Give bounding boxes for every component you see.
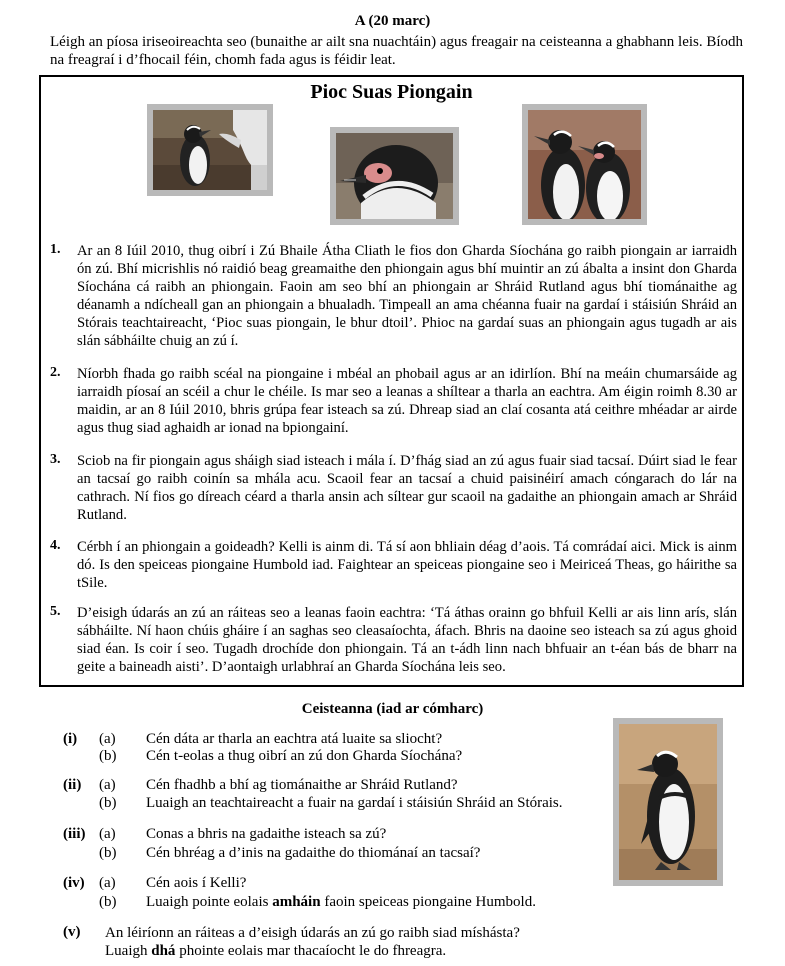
photo-standing-penguin [613,718,723,886]
question-letter: (a) [99,731,116,747]
question-number: (ii) [63,777,82,793]
question-line: An léiríonn an ráiteas a d’eisigh údarás an zú go raibh siad míshásta? [105,925,520,941]
paragraph-number: 3. [50,452,61,467]
question-number: (v) [63,924,81,940]
question-text: Luaigh an teachtaireacht a fuair na gardaí i stáisiún Shráid an Stórais. [146,795,563,811]
question-letter: (b) [99,748,117,764]
paragraph-number: 5. [50,604,61,619]
question-text-part: Luaigh [105,943,152,959]
paragraph-text: Cérbh í an phiongain a goideadh? Kelli is ainm di. Tá sí aon bhliain déag d’aois. Tá comrádaí aici. Mick is ainm dó. Is den speiceas piongaine Humbold iad. Faightear an speiceas piongaine seo i Meiriceá Theas, go háirithe sa tSile. [77,539,737,591]
question-text: Conas a bhris na gadaithe isteach sa zú? [146,826,387,842]
paragraph-text: D’eisigh údarás an zú an ráiteas seo a leanas faoin eachtra: ‘Tá áthas orainn go bhfuil Kelli ar ais linn arís, slán sábháilte. Ní haon chúis gháire í an saghas seo cleasaíochta, áfach. Bhris na daoine seo isteach sa zú agus ghoid siad éan. Is coir í seo. Tugadh drochíde don phiongain. Tá an t-ádh linn nach bhfuair an t-éan bás de bharr na geite a baineadh aisti’. D’aontaigh urlabhraí an Gharda Síochána leis seo. [77,605,737,675]
question-text: Cén aois í Kelli? [146,875,247,891]
question-text: Cén fhadhb a bhí ag tiománaithe ar Shráid Rutland? [146,777,458,793]
question-number: (i) [63,731,78,747]
instructions: Léigh an píosa iriseoireachta seo (bunaithe ar ailt sna nuachtáin) agus freagair na ceisteanna a ghabhann leis. Bíodh na freagraí i d’fhocail féin, chomh fada agus is féidir leat. [50,34,744,68]
emphasis: amháin [272,894,321,910]
question-letter: (b) [99,894,117,910]
paragraph-number: 4. [50,538,61,553]
photo-penguin-head [330,127,459,225]
paragraph-text: Níorbh fhada go raibh scéal na piongaine i mbéal an phobail agus ar an idirlíon. Bhí na meáin chumarsáide ag iarraidh píosaí an scéil a chur le chéile. Is mar seo a leanas a shíltear a tharla an eachtra. Am éigin roimh 8.30 ar maidin, ar an 8 Iúil 2010, bhris grúpa fear isteach sa zú. Dhreap siad an claí cosanta atá ceithre mhéadar ar airde agus thug siad aghaidh ar ionad na bpiongainí. [77,366,737,436]
paragraph-text: Ar an 8 Iúil 2010, thug oibrí i Zú Bhaile Átha Cliath le fios don Gharda Síochána go raibh piongain ar iarraidh ón zú. Bhí micrishlis nó raidió beag greamaithe den phiongain agus bhí muintir an zú ábalta a insint don Gharda Síochána cá raibh an phiongain. Faoin am seo bhí an phiongain ar Shráid Rutland agus bhí tiománaithe ag déanamh a ndícheall gan an phiongain a bhualadh. Timpeall an ama chéanna fuair na gardaí i stáisiún Shráid an Stórais teachtaireacht, ‘Pioc suas piongain, le bhur dtoil’. Phioc na gardaí suas an phiongain agus tugadh ar ais slán sábháilte chuig an zú í. [77,243,737,349]
question-text [105,924,625,960]
paragraph-number: 1. [50,242,61,257]
paragraph-number: 2. [50,365,61,380]
paragraph-text: Sciob na fir piongain agus sháigh siad isteach i mála í. D’fhág siad an zú agus fuair siad tacsaí. Dúirt siad le fear an tacsaí go raibh coinín sa mhála acu. Scaoil fear an tacsaí a chuid paisinéirí amach cóngarach do lár na cathrach. Ní fios go díreach céard a tharla ansin ach síltear gur scaoil na gadaithe an phiongain amach ar Shráid Rutland. [77,453,737,523]
question-text-part: phointe eolais mar thacaíocht le do fhreagra. [175,943,447,959]
questions-heading: Ceisteanna (iad ar cómharc) [301,701,484,717]
question-text: Cén bhréag a d’inis na gadaithe do thiománaí an tacsaí? [146,845,481,861]
photo-two-penguins [522,104,647,225]
question-letter: (a) [99,777,116,793]
question-text-part: faoin speiceas piongaine Humbold. [320,894,536,910]
article-box [39,75,744,687]
question-letter: (a) [99,826,116,842]
section-title: A (20 marc) [354,13,431,29]
question-text: Cén dáta ar tharla an eachtra atá luaite sa sliocht? [146,731,443,747]
question-text-part: Luaigh pointe eolais [146,894,273,910]
emphasis: dhá [151,943,176,959]
question-letter: (b) [99,845,117,861]
question-letter: (a) [99,875,116,891]
question-number: (iii) [63,826,86,842]
question-text [146,894,536,911]
photo-penguin-with-keeper [147,104,273,196]
question-letter: (b) [99,795,117,811]
article-title: Pioc Suas Piongain [310,81,473,103]
question-line [105,942,625,960]
question-text: Cén t-eolas a thug oibrí an zú don Gharda Síochána? [146,748,463,764]
question-number: (iv) [63,875,85,891]
